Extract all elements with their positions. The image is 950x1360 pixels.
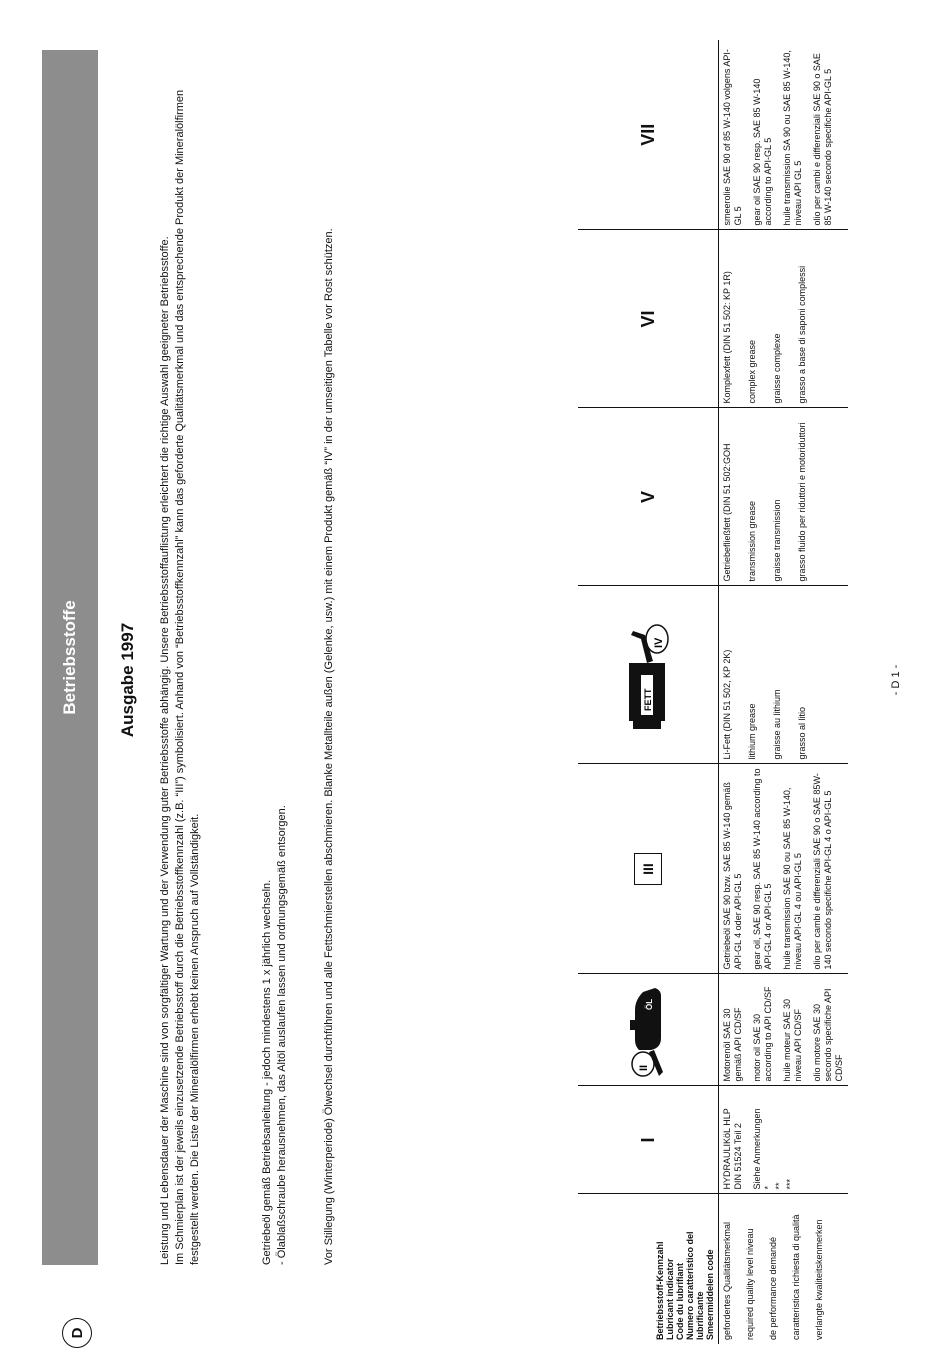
cell-text: huile transmission SAE 90 ou SAE 85 W-140, niveau API-GL 4 ou API-GL 5 — [782, 787, 803, 970]
table-header-label — [578, 1194, 719, 1344]
cell-text: smeerolie SAE 90 of 85 W-140 volgens API-GL 5 — [722, 49, 743, 226]
grease-gun-numeral: IV — [653, 637, 665, 648]
header-label-line: Betriebsstoff-Kennzahl — [655, 1241, 665, 1340]
page-number: - D 1 - — [890, 664, 902, 696]
row-label-line: verlangte kwaliteitskenmerken — [814, 1219, 824, 1340]
cell-text: Siehe Anmerkungen — [752, 1108, 762, 1190]
column-header-vi: VI — [578, 230, 719, 408]
cell-text: Getriebefließfett (DIN 51 502:GOH — [722, 443, 732, 582]
cell-text: *** — [785, 1178, 795, 1190]
cell-text: motor oil SAE 30 according to API CD/SF — [752, 986, 773, 1082]
column-header-i: I — [578, 1086, 719, 1194]
cell-text: grasso a base di saponi complessi — [797, 265, 807, 404]
boxed-numeral-iii: III — [634, 853, 662, 885]
intro-paragraph — [158, 50, 203, 1265]
cell-col-v — [719, 408, 849, 586]
oil-can-icon — [621, 980, 675, 1080]
oil-can-label: ÖL — [645, 998, 654, 1010]
cell-text: HYDRAULIKöL HLP DIN 51524 Teil 2 — [722, 1108, 743, 1190]
header-label-line: Code du lubrifiant — [675, 1263, 685, 1340]
oil-can-numeral: II — [638, 1064, 650, 1071]
cell-text: Getriebeöl SAE 90 bzw. SAE 85 W-140 gemäß API-GL 4 oder API-GL 5 — [722, 782, 743, 970]
oil-change-line-1: Getriebeöl gemäß Betriebsanleitung - jedoch mindestens 1 x jährlich wechseln. — [261, 879, 273, 1265]
cell-text: grasso fluido per riduttori e motoriduttori — [797, 422, 807, 582]
row-label-line: required quality level niveau — [745, 1228, 755, 1340]
header-label-line: Numero caratteristico del lubrificante — [685, 1231, 705, 1340]
cell-col-vi — [719, 230, 849, 408]
cell-text: lithium grease — [747, 703, 757, 760]
cell-col-i — [719, 1086, 849, 1194]
table-row — [719, 40, 849, 1344]
column-header-vii: VII — [578, 40, 719, 230]
cell-text: Li-Fett (DIN 51 502, KP 2K) — [722, 649, 732, 760]
cell-text: complex grease — [747, 339, 757, 404]
cell-text: gear oil SAE 90 resp. SAE 85 W-140 according to API-GL 5 — [752, 78, 773, 226]
column-header-iii — [578, 764, 719, 974]
cell-text: huile moteur SAE 30 niveau API CD/SF — [782, 998, 803, 1082]
cell-text: olio per cambi e differenziali SAE 90 o SAE 85W-140 secondo specifiche API-GL 4 o API-GL 5 — [812, 773, 833, 970]
oil-change-line-2: - Ölablaßschraube herausnehmen, das Altöl auslaufen lassen und ordnungsgemäß entsorgen. — [276, 805, 288, 1265]
row-label-line: gefordertes Qualitätsmerkmal — [722, 1221, 732, 1340]
intro-line-1: Leistung und Lebensdauer der Maschine sind von sorgfältiger Wartung und der Verwendung guter Betriebsstoffe abhängig. Unsere Betriebsstoffauflistung erleichtert die richtige Auswahl geeigneter Betriebsstoffe. — [159, 236, 171, 1265]
grease-gun-icon — [623, 615, 673, 735]
row-label — [719, 1194, 849, 1344]
grease-gun-label: FETT — [643, 688, 653, 711]
cell-text: grasso al litio — [797, 706, 807, 760]
cell-text: olio per cambi e differenziali SAE 90 o SAE 85 W-140 secondo specifiche API-GL 5 — [812, 53, 833, 226]
cell-text: graisse complexe — [772, 333, 782, 404]
cell-text: olio motore SAE 30 secondo specifiche API CD/SF — [812, 988, 844, 1082]
cell-text: Komplexfett (DIN 51 502: KP 1R) — [722, 271, 732, 404]
language-badge: D — [62, 1318, 92, 1348]
cell-col-iv — [719, 586, 849, 764]
cell-text: huile transmission SA 90 ou SAE 85 W-140, niveau API GL 5 — [782, 50, 803, 226]
cell-text: Motorenöl SAE 30 gemäß API CD/SF — [722, 1007, 743, 1082]
edition-title: Ausgabe 1997 — [118, 622, 137, 738]
oil-change-paragraph — [260, 50, 290, 1265]
cell-col-vii — [719, 40, 849, 230]
header-label-line: Lubricant indicator — [665, 1258, 675, 1340]
column-header-ii — [578, 974, 719, 1086]
cell-col-iii — [719, 764, 849, 974]
cell-text: transmission grease — [747, 500, 757, 582]
cell-text: graisse transmission — [772, 499, 782, 582]
cell-text: graisse au lithium — [772, 689, 782, 760]
lubricant-table — [578, 40, 848, 1344]
storage-paragraph: Vor Stillegung (Winterperiode) Ölwechsel durchführen und alle Fettschmierstellen abschmieren. Blanke Metallteile außen (Gelenke, usw.) mit einem Produkt gemäß “IV” in der umseitigen Tabelle vor Rost schützen. — [323, 228, 335, 1265]
row-label-line: de performance demandé — [768, 1236, 778, 1340]
cell-col-ii — [719, 974, 849, 1086]
cell-text: gear oil, SAE 90 resp. SAE 85 W-140 according to API-GL 4 or API-GL 5 — [752, 768, 773, 970]
column-header-iv — [578, 586, 719, 764]
section-banner: Betriebsstoffe — [42, 50, 98, 1265]
cell-text: * — [763, 1185, 773, 1190]
column-header-v: V — [578, 408, 719, 586]
cell-text: ** — [774, 1182, 784, 1190]
header-label-line: Smeermiddelen code — [705, 1249, 715, 1340]
row-label-line: caratteristica richiesta di qualità — [791, 1214, 801, 1340]
intro-line-2: Im Schmierplan ist der jeweils einzusetzende Betriebsstoff durch die Betriebsstoffkennzahl (z.B. “III”) symbolisiert. Anhand von “Betriebsstoffkennzahl” kann das geforderte Qualitätsmerkmal und das entsprechende Produkt der Mineralölfirmen festgestellt werden. Die Liste der Mineralölfirmen erhebt keinen Anspruch auf Vollständigkeit. — [174, 89, 201, 1265]
